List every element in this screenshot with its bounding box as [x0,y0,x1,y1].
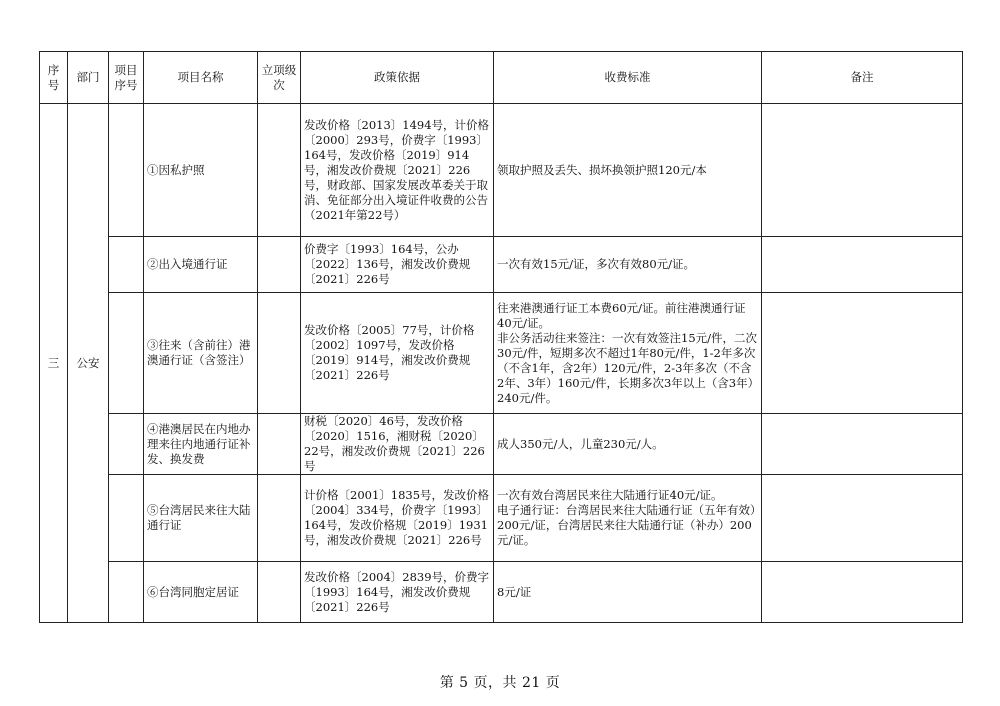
level-cell [258,104,301,237]
header-fee: 收费标准 [494,52,762,104]
item-seq-cell [109,293,144,414]
policy-cell: 发改价格〔2013〕1494号，计价格〔2000〕293号，价费字〔1993〕164号，发改价格〔2019〕914号，湘发改价费规〔2021〕226号，财政部、国家发展改革委关于取消、免征部分出入境证件收费的公告（2021年第22号） [301,104,494,237]
note-cell [762,414,963,475]
header-level: 立项级次 [258,52,301,104]
item-seq-cell [109,562,144,623]
level-cell [258,237,301,293]
note-cell [762,293,963,414]
policy-cell: 发改价格〔2004〕2839号，价费字〔1993〕164号，湘发改价费规〔2021〕226号 [301,562,494,623]
fee-cell: 领取护照及丢失、损坏换领护照120元/本 [494,104,762,237]
table-row [40,475,963,562]
item-name-cell: ④港澳居民在内地办理来往内地通行证补发、换发费 [144,414,258,475]
note-cell [762,562,963,623]
page-number-footer: 第 5 页，共 21 页 [439,675,561,691]
item-seq-cell [109,104,144,237]
header-policy: 政策依据 [301,52,494,104]
table-row [40,237,963,293]
header-row [40,52,963,104]
level-cell [258,414,301,475]
header-note: 备注 [762,52,963,104]
note-cell [762,237,963,293]
note-cell [762,475,963,562]
table-row [40,293,963,414]
fee-cell: 8元/证 [494,562,762,623]
fee-cell: 一次有效15元/证，多次有效80元/证。 [494,237,762,293]
table-row [40,562,963,623]
policy-cell: 计价格〔2001〕1835号，发改价格〔2004〕334号，价费字〔1993〕164号，发改价格规〔2019〕1931号，湘发改价费规〔2021〕226号 [301,475,494,562]
policy-cell: 财税〔2020〕46号，发改价格〔2020〕1516，湘财税〔2020〕22号，湘发改价费规〔2021〕226号 [301,414,494,475]
policy-cell: 价费字〔1993〕164号，公办〔2022〕136号，湘发改价费规〔2021〕226号 [301,237,494,293]
item-name-cell: ②出入境通行证 [144,237,258,293]
header-item-seq: 项目序号 [109,52,144,104]
level-cell [258,562,301,623]
item-seq-cell [109,475,144,562]
item-name-cell: ③往来（含前往）港澳通行证（含签注） [144,293,258,414]
item-name-cell: ⑥台湾同胞定居证 [144,562,258,623]
group-dept: 公安 [68,104,109,623]
level-cell [258,475,301,562]
table-row [40,104,963,237]
group-seq: 三 [40,104,68,623]
item-name-cell: ⑤台湾居民来往大陆通行证 [144,475,258,562]
policy-cell: 发改价格〔2005〕77号，计价格〔2002〕1097号，发改价格〔2019〕914号，湘发改价费规〔2021〕226号 [301,293,494,414]
fee-cell: 一次有效台湾居民来往大陆通行证40元/证。 电子通行证：台湾居民来往大陆通行证（五年有效）200元/证，台湾居民来往大陆通行证（补办）200元/证。 [494,475,762,562]
fee-standards-table [39,51,963,623]
fee-cell: 往来港澳通行证工本费60元/证。前往港澳通行证40元/证。 非公务活动往来签注：一次有效签注15元/件，二次30元/件，短期多次不超过1年80元/件，1-2年多次（不含1年，含2年）120元/件，2-3年多次（不含2年、3年）160元/件，长期多次3年以上（含3年）240元/件。 [494,293,762,414]
header-item-name: 项目名称 [144,52,258,104]
item-name-cell: ①因私护照 [144,104,258,237]
table-row [40,414,963,475]
item-seq-cell [109,414,144,475]
item-seq-cell [109,237,144,293]
fee-cell: 成人350元/人，儿童230元/人。 [494,414,762,475]
level-cell [258,293,301,414]
header-dept: 部门 [68,52,109,104]
header-seq: 序号 [40,52,68,104]
note-cell [762,104,963,237]
